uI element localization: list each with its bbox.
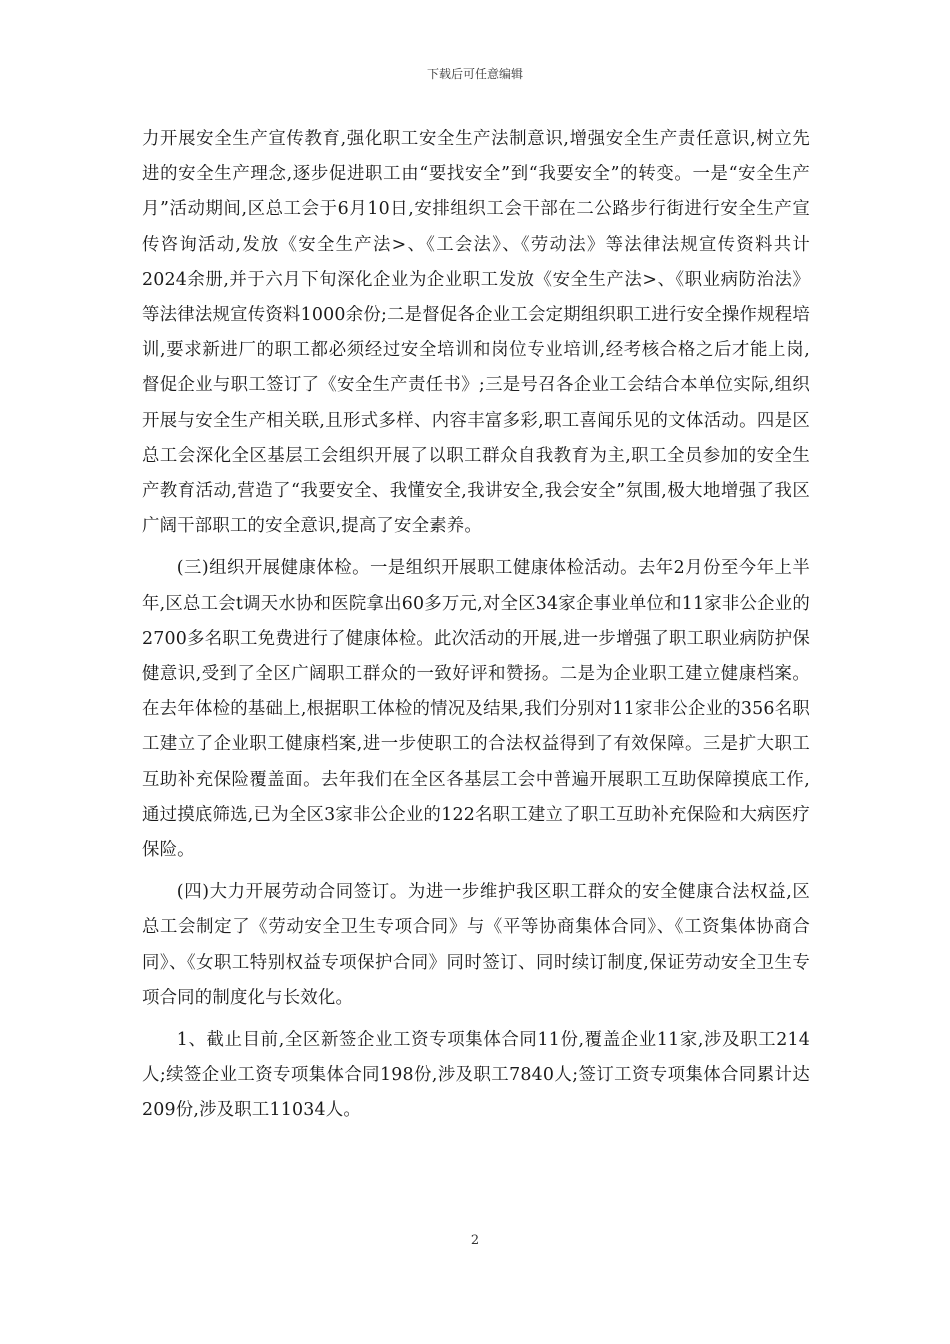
document-body [142,122,810,1129]
page-number: 2 [470,1233,480,1248]
paragraph-labor-contracts: (四)大力开展劳动合同签订。为进一步维护我区职工群众的安全健康合法权益,区总工会制定了《劳动安全卫生专项合同》与《平等协商集体合同》、《工资集体协商合同》、《女职工特别权益专项保护合同》同时签订、同时续订制度,保证劳动安全卫生专项合同的制度化与长效化。 [142,882,810,1008]
page-header: 下载后可任意编辑 [426,67,523,81]
paragraph-safety-education: 力开展安全生产宣传教育,强化职工安全生产法制意识,增强安全生产责任意识,树立先进的安全生产理念,逐步促进职工由“要找安全”到“我要安全”的转变。一是“安全生产月”活动期间,区总工会于6月10日,安排组织工会干部在二公路步行街进行安全生产宣传咨询活动,发放《安全生产法>、《工会法》、《劳动法》等法律法规宣传资料共计2024余册,并于六月下旬深化企业为企业职工发放《安全生产法>、《职业病防治法》等法律法规宣传资料1000余份;二是督促各企业工会定期组织职工进行安全操作规程培训,要求新进厂的职工都必须经过安全培训和岗位专业培训,经考核合格之后才能上岗,督促企业与职工签订了《安全生产责任书》;三是号召各企业工会结合本单位实际,组织开展与安全生产相关联,且形式多样、内容丰富多彩,职工喜闻乐见的文体活动。四是区总工会深化全区基层工会组织开展了以职工群众自我教育为主,职工全员参加的安全生产教育活动,营造了“我要安全、我懂安全,我讲安全,我会安全”氛围,极大地增强了我区广阔干部职工的安全意识,提高了安全素养。 [142,129,810,537]
paragraph-health-checkup: (三)组织开展健康体检。一是组织开展职工健康体检活动。去年2月份至今年上半年,区总工会t调天水协和医院拿出60多万元,对全区34家企事业单位和11家非公企业的2700多名职工免费进行了健康体检。此次活动的开展,进一步增强了职工职业病防护保健意识,受到了全区广阔职工群众的一致好评和赞扬。二是为企业职工建立健康档案。在去年体检的基础上,根据职工体检的情况及结果,我们分别对11家非公企业的356名职工建立了企业职工健康档案,进一步使职工的合法权益得到了有效保障。三是扩大职工互助补充保险覆盖面。去年我们在全区各基层工会中普遍开展职工互助保障摸底工作,通过摸底筛选,已为全区3家非公企业的122名职工建立了职工互助补充保险和大病医疗保险。 [142,558,810,861]
paragraph-wage-contracts: 1、截止目前,全区新签企业工资专项集体合同11份,覆盖企业11家,涉及职工214人;续签企业工资专项集体合同198份,涉及职工7840人;签订工资专项集体合同累计达209份,涉及职工11034人。 [142,1030,810,1121]
